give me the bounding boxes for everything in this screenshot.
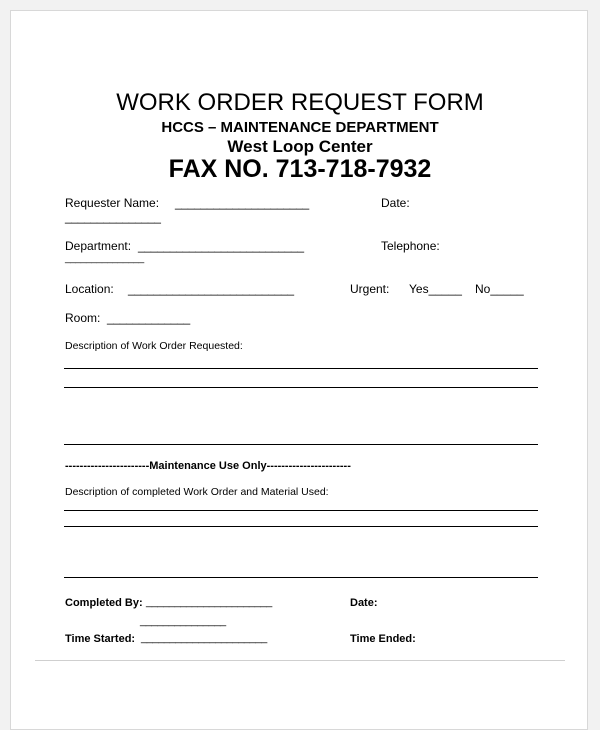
- description-line-2[interactable]: [64, 387, 538, 388]
- urgent-label: Urgent:: [350, 282, 390, 296]
- requester-name-label: Requester Name:: [65, 196, 160, 210]
- description-requested-label: Description of Work Order Requested:: [65, 340, 243, 352]
- form-page: [10, 10, 588, 730]
- department-subtitle: HCCS – MAINTENANCE DEPARTMENT: [161, 119, 439, 136]
- fax-number: FAX NO. 713-718-7932: [168, 155, 432, 183]
- date-label: Date:: [381, 196, 410, 210]
- description-completed-label: Description of completed Work Order and Material Used:: [65, 486, 329, 498]
- completed-by-blank-2[interactable]: _______________: [140, 615, 226, 627]
- requester-name-blank-2[interactable]: _______________: [65, 210, 161, 224]
- department-blank-2[interactable]: _______________: [65, 253, 144, 264]
- completed-line-1[interactable]: [64, 510, 538, 511]
- time-started-blank[interactable]: ______________________: [141, 632, 267, 644]
- location-label: Location:: [65, 282, 114, 296]
- maintenance-divider: -----------------------Maintenance Use Only-----------------------: [65, 460, 351, 472]
- time-started-label: Time Started:: [65, 633, 136, 645]
- room-blank[interactable]: _____________: [107, 311, 190, 325]
- completed-by-blank[interactable]: ______________________: [146, 596, 272, 608]
- completed-date-label: Date:: [350, 597, 378, 609]
- department-blank[interactable]: __________________________: [138, 239, 304, 253]
- room-label: Room:: [65, 311, 101, 325]
- center-name: West Loop Center: [227, 137, 373, 156]
- urgent-yes-field[interactable]: Yes_____: [409, 282, 462, 296]
- location-blank[interactable]: __________________________: [128, 282, 294, 296]
- completed-by-label: Completed By:: [65, 597, 143, 609]
- department-label: Department:: [65, 239, 132, 253]
- urgent-no-field[interactable]: No_____: [475, 282, 524, 296]
- time-ended-label: Time Ended:: [350, 633, 416, 645]
- description-line-3[interactable]: [64, 444, 538, 445]
- description-line-1[interactable]: [64, 368, 538, 369]
- completed-line-2[interactable]: [64, 526, 538, 527]
- completed-line-3[interactable]: [64, 577, 538, 578]
- form-title: WORK ORDER REQUEST FORM: [116, 89, 484, 116]
- telephone-label: Telephone:: [381, 239, 440, 253]
- page-bottom-rule: [35, 660, 565, 661]
- requester-name-blank[interactable]: _____________________: [175, 196, 309, 210]
